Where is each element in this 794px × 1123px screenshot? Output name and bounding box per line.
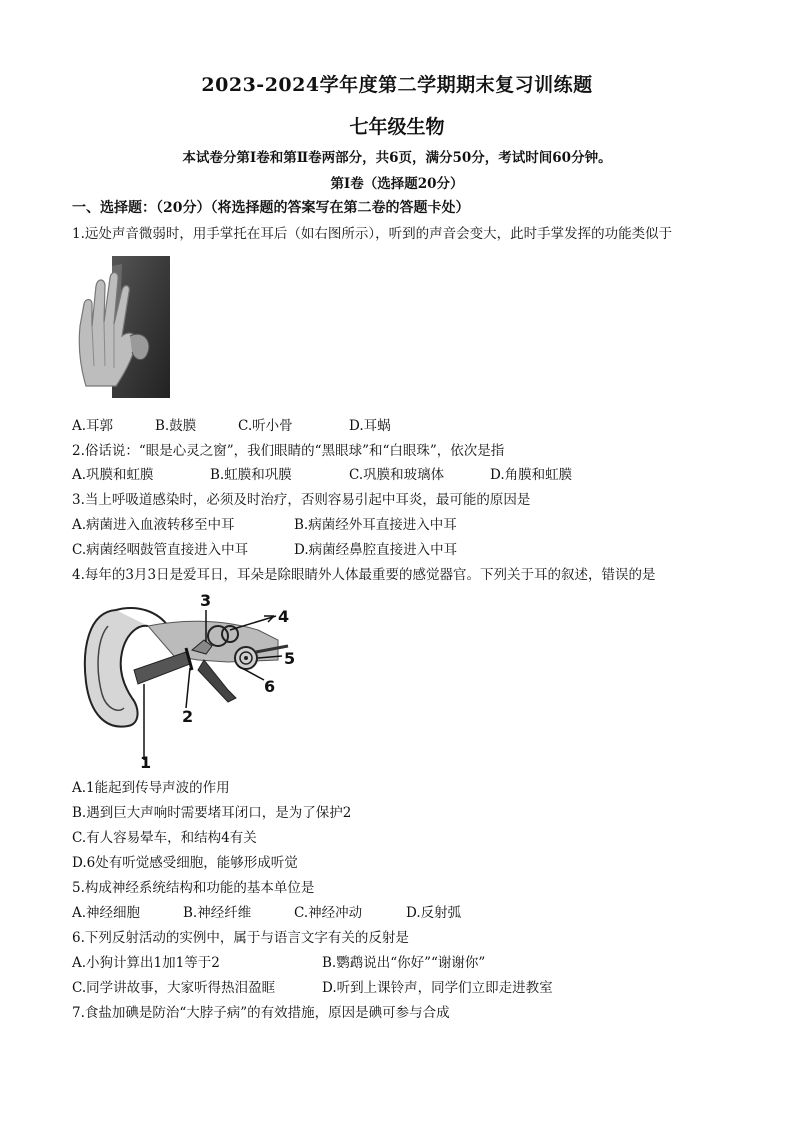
- q3-option-b: B.病菌经外耳直接进入中耳: [294, 517, 457, 533]
- q6-option-a: A.小狗计算出1加1等于2: [72, 955, 220, 971]
- q4-option-c: C.有人容易晕车，和结构4有关: [72, 830, 257, 846]
- question-5-stem: 5.构成神经系统结构和功能的基本单位是: [72, 880, 315, 896]
- question-3-stem: 3.当上呼吸道感染时，必须及时治疗，否则容易引起中耳炎，最可能的原因是: [72, 492, 531, 508]
- q1-option-b: B.鼓膜: [155, 418, 197, 434]
- q1-option-c: C.听小骨: [238, 418, 293, 434]
- q1-option-d: D.耳蜗: [349, 418, 391, 434]
- question-7-stem: 7.食盐加碘是防治“大脖子病”的有效措施，原因是碘可参与合成: [72, 1005, 450, 1021]
- q4-option-d: D.6处有听觉感受细胞，能够形成听觉: [72, 855, 298, 871]
- hand-behind-ear-photo: [72, 256, 170, 398]
- q2-option-c: C.巩膜和玻璃体: [349, 467, 445, 483]
- ear-label-6: 6: [264, 677, 276, 696]
- q5-option-d: D.反射弧: [406, 905, 462, 921]
- ear-label-5: 5: [284, 649, 296, 668]
- q5-option-a: A.神经细胞: [72, 905, 141, 921]
- section1-heading: 一、选择题：（20分）（将选择题的答案写在第二卷的答题卡处）: [72, 200, 470, 216]
- part1-title: 第Ⅰ卷（选择题20分）: [330, 176, 464, 192]
- subject-title: 七年级生物: [349, 116, 445, 138]
- q3-option-d: D.病菌经鼻腔直接进入中耳: [294, 542, 458, 558]
- q1-option-a: A.耳郭: [72, 418, 114, 434]
- q6-option-d: D.听到上课铃声，同学们立即走进教室: [322, 980, 553, 996]
- q3-option-a: A.病菌进入血液转移至中耳: [72, 517, 235, 533]
- q6-option-b: B.鹦鹉说出“你好”“谢谢你”: [322, 955, 486, 971]
- q4-option-b: B.遇到巨大声响时需要堵耳闭口，是为了保护2: [72, 805, 352, 821]
- q5-option-c: C.神经冲动: [294, 905, 363, 921]
- q6-option-c: C.同学讲故事，大家听得热泪盈眶: [72, 980, 276, 996]
- question-2-stem: 2.俗话说：“眼是心灵之窗”，我们眼睛的“黑眼球”和“白眼珠”，依次是指: [72, 443, 505, 459]
- question-1-stem: 1.远处声音微弱时，用手掌托在耳后（如右图所示），听到的声音会变大，此时手掌发挥的功能类似于: [72, 226, 673, 242]
- question-6-stem: 6.下列反射活动的实例中，属于与语言文字有关的反射是: [72, 930, 409, 946]
- exam-title: 2023-2024学年度第二学期期末复习训练题: [201, 74, 593, 96]
- ear-label-4: 4: [278, 607, 290, 626]
- q2-option-a: A.巩膜和虹膜: [72, 467, 154, 483]
- q5-option-b: B.神经纤维: [183, 905, 252, 921]
- ear-label-1: 1: [140, 753, 152, 770]
- q2-option-b: B.虹膜和巩膜: [210, 467, 292, 483]
- ear-label-3: 3: [200, 591, 212, 610]
- exam-instructions: 本试卷分第Ⅰ卷和第Ⅱ卷两部分，共6页，满分50分，考试时间60分钟。: [182, 150, 612, 166]
- ear-label-2: 2: [182, 707, 194, 726]
- question-4-stem: 4.每年的3月3日是爱耳日，耳朵是除眼睛外人体最重要的感觉器官。下列关于耳的叙述，错误的是: [72, 567, 656, 583]
- q2-option-d: D.角膜和虹膜: [490, 467, 573, 483]
- q3-option-c: C.病菌经咽鼓管直接进入中耳: [72, 542, 249, 558]
- q4-option-a: A.1能起到传导声波的作用: [72, 780, 230, 796]
- ear-structure-diagram: [78, 590, 298, 770]
